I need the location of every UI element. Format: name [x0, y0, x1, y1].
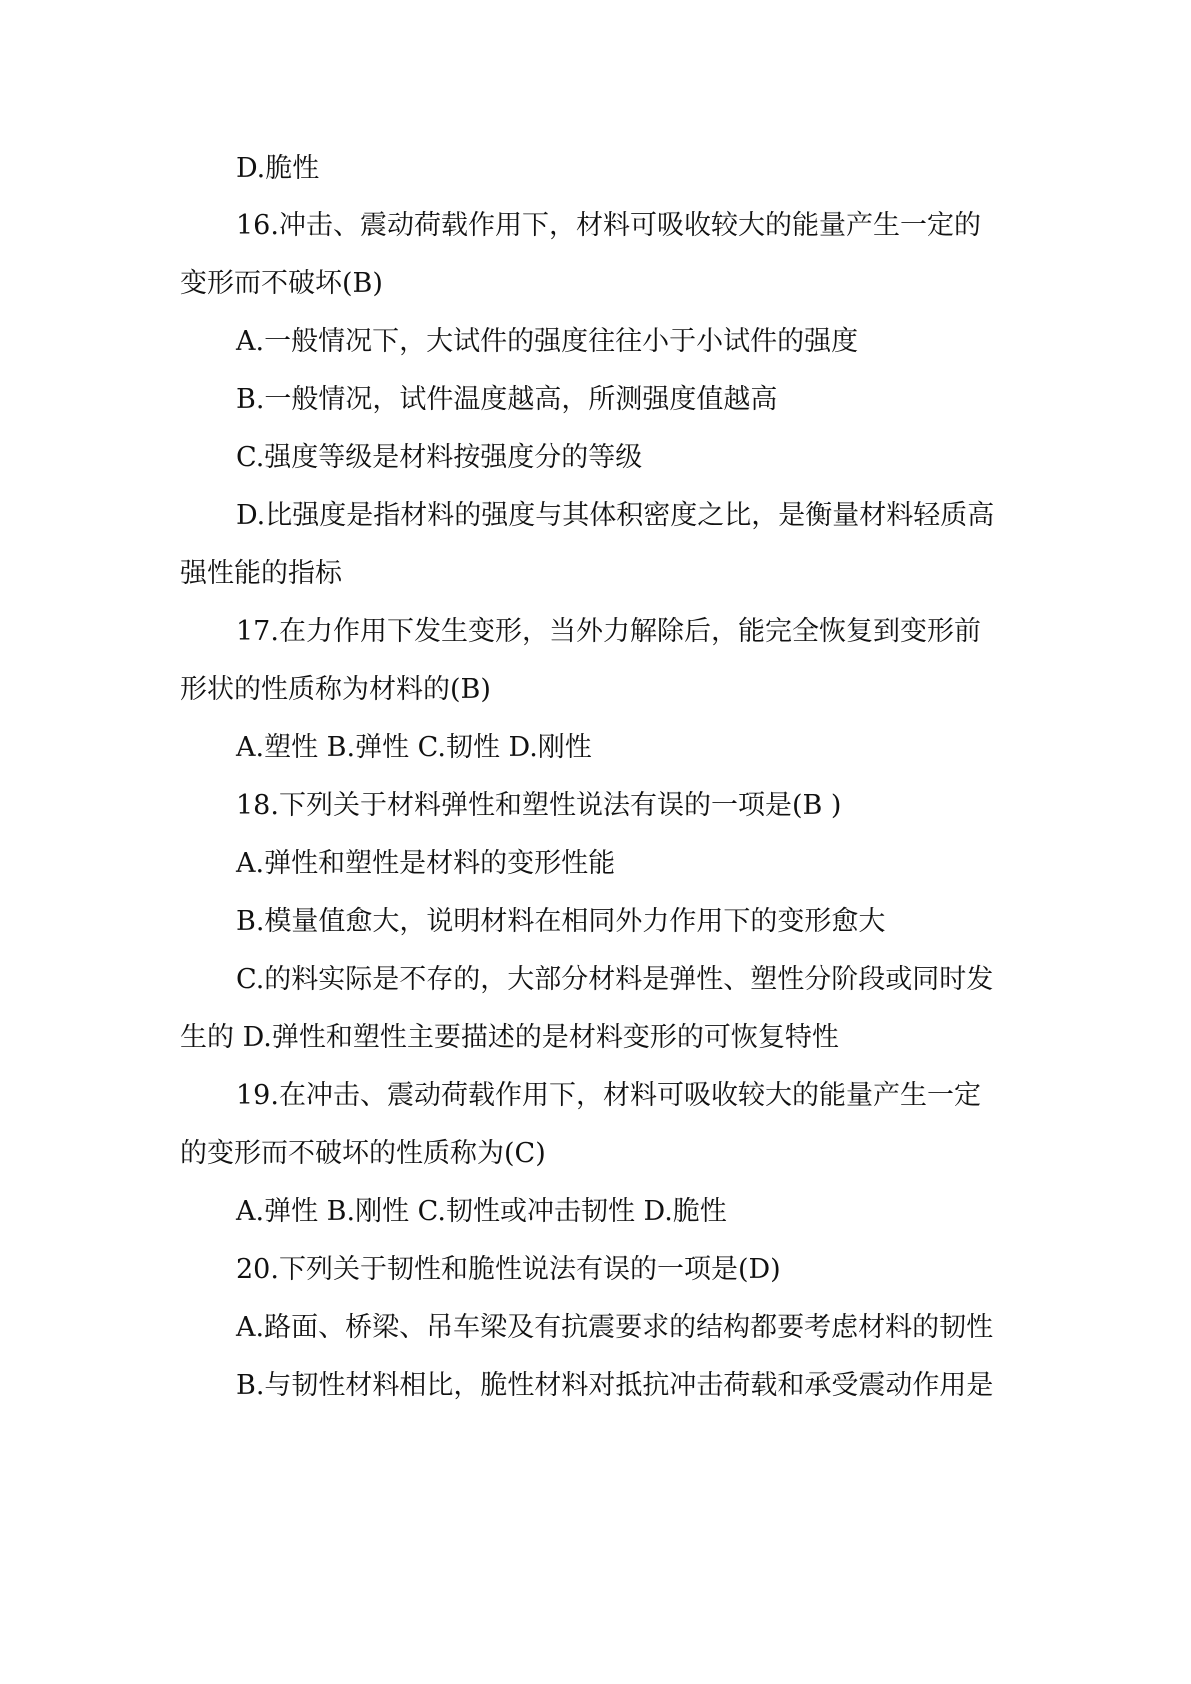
- question-16-line-1: 16.冲击、震动荷载作用下，材料可吸收较大的能量产生一定的: [236, 210, 981, 241]
- question-19-line-2: 的变形而不破坏的性质称为(C): [180, 1138, 546, 1169]
- question-18-option-c-line-2: 生的 D.弹性和塑性主要描述的是材料变形的可恢复特性: [180, 1022, 839, 1053]
- question-17-options: A.塑性 B.弹性 C.韧性 D.刚性: [236, 732, 592, 763]
- question-16-line-2: 变形而不破坏(B): [180, 268, 383, 299]
- question-19-line-1: 19.在冲击、震动荷载作用下，材料可吸收较大的能量产生一定: [236, 1080, 981, 1111]
- option-c-line: C.强度等级是材料按强度分的等级: [236, 442, 643, 473]
- question-17-line-2: 形状的性质称为材料的(B): [180, 674, 491, 705]
- question-18-option-a: A.弹性和塑性是材料的变形性能: [236, 848, 616, 879]
- option-d-line-2: 强性能的指标: [180, 558, 342, 589]
- option-b-line: B.一般情况，试件温度越高，所测强度值越高: [236, 384, 778, 415]
- question-18-option-b: B.模量值愈大，说明材料在相同外力作用下的变形愈大: [236, 906, 886, 937]
- question-18-line: 18.下列关于材料弹性和塑性说法有误的一项是(B ): [236, 790, 842, 821]
- option-a-line: A.一般情况下，大试件的强度往往小于小试件的强度: [236, 326, 859, 357]
- question-18-option-c-line-1: C.的料实际是不存的，大部分材料是弹性、塑性分阶段或同时发: [236, 964, 994, 995]
- question-20-option-a: A.路面、桥梁、吊车梁及有抗震要求的结构都要考虑材料的韧性: [236, 1312, 994, 1343]
- question-19-options: A.弹性 B.刚性 C.韧性或冲击韧性 D.脆性: [236, 1196, 727, 1227]
- text-line-1: D.脆性: [236, 153, 320, 184]
- question-20-line: 20.下列关于韧性和脆性说法有误的一项是(D): [236, 1254, 781, 1285]
- question-17-line-1: 17.在力作用下发生变形，当外力解除后，能完全恢复到变形前: [236, 616, 981, 647]
- option-d-line-1: D.比强度是指材料的强度与其体积密度之比，是衡量材料轻质高: [236, 500, 995, 531]
- question-20-option-b: B.与韧性材料相比，脆性材料对抵抗冲击荷载和承受震动作用是: [236, 1370, 994, 1401]
